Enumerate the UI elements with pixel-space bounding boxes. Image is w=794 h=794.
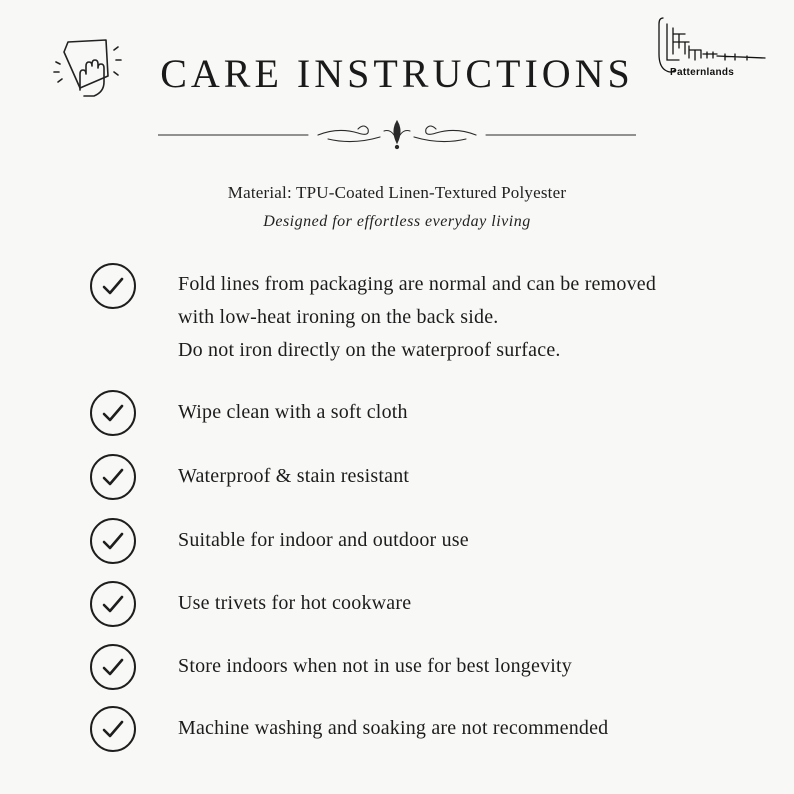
instruction-line: Use trivets for hot cookware <box>178 592 412 614</box>
check-circle-icon <box>89 262 137 310</box>
instruction-text <box>178 396 408 429</box>
ornamental-divider <box>158 117 636 151</box>
tagline: Designed for effortless everyday living <box>263 213 531 230</box>
check-circle-icon <box>89 643 137 691</box>
instruction-line: with low-heat ironing on the back side. <box>178 306 499 328</box>
instruction-text <box>178 268 656 367</box>
instruction-line: Fold lines from packaging are normal and can be removed <box>178 273 657 295</box>
check-circle-icon <box>89 389 137 437</box>
material-line: Material: TPU-Coated Linen-Textured Polyester <box>227 183 567 202</box>
check-circle-icon <box>89 580 137 628</box>
instruction-text <box>178 712 608 745</box>
instruction-line: Suitable for indoor and outdoor use <box>178 529 469 551</box>
instruction-text <box>178 587 411 620</box>
instruction-text <box>178 460 409 493</box>
brand-logo <box>655 14 775 96</box>
page-title: CARE INSTRUCTIONS <box>160 51 634 96</box>
instruction-line: Store indoors when not in use for best longevity <box>178 655 572 677</box>
instruction-text <box>178 650 572 683</box>
instruction-line: Do not iron directly on the waterproof surface. <box>178 339 561 361</box>
instruction-line: Machine washing and soaking are not recommended <box>178 717 609 739</box>
instruction-line: Wipe clean with a soft cloth <box>178 401 408 423</box>
check-circle-icon <box>89 453 137 501</box>
instruction-text <box>178 524 469 557</box>
check-circle-icon <box>89 705 137 753</box>
check-circle-icon <box>89 517 137 565</box>
brand-name: Patternlands <box>670 67 735 78</box>
instruction-line: Waterproof & stain resistant <box>178 465 410 487</box>
